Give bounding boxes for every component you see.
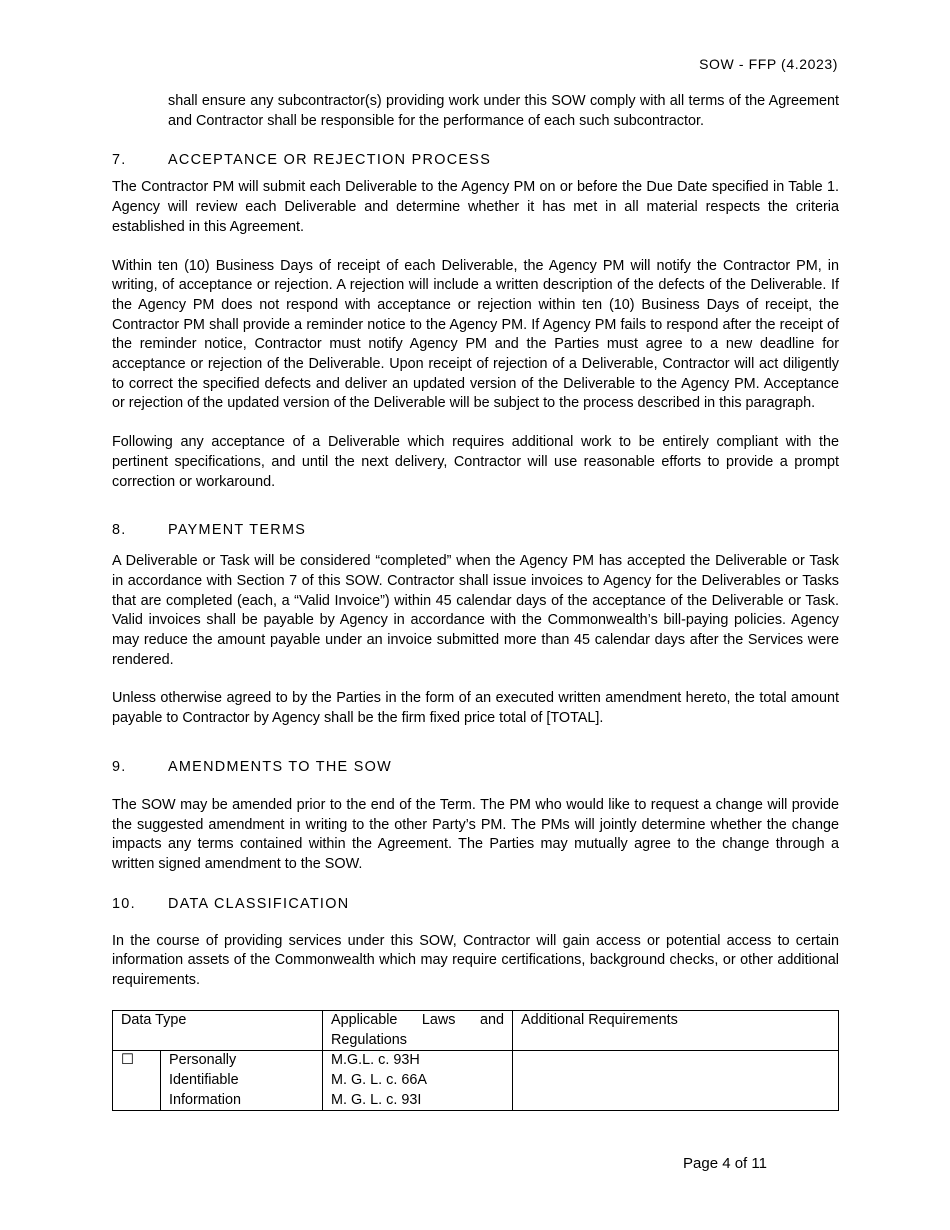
section-10-paragraph-1: In the course of providing services under this SOW, Contractor will gain access or potential access to certain information assets of the Commonwealth which may require certifications, background checks, or other additional requirements.: [112, 932, 839, 989]
data-classification-table: [112, 1010, 839, 1112]
header-additional-requirements: Additional Requirements: [513, 1010, 839, 1050]
section-9-paragraph-1: The SOW may be amended prior to the end of the Term. The PM who would like to request a change will provide the suggested amendment in writing to the other Party’s PM. The PMs will jointly determine whether the change impacts any terms contained within the Agreement. The Parties may mutually agree to the change through a written signed amendment to the SOW.: [112, 796, 839, 872]
section-8-title: PAYMENT TERMS: [168, 522, 307, 539]
row-additional-cell: [513, 1051, 839, 1111]
law-line: M.G.L. c. 93H: [331, 1052, 420, 1069]
data-type-line: Personally: [169, 1052, 237, 1069]
section-7-number: 7.: [112, 152, 127, 169]
section-9-title: AMENDMENTS TO THE SOW: [168, 758, 392, 775]
law-line: M. G. L. c. 66A: [331, 1071, 427, 1088]
section-8-heading: [112, 520, 839, 540]
section-7-paragraph-1: The Contractor PM will submit each Deliverable to the Agency PM on or before the Due Date specified in Table 1. Agency will review each Deliverable and determine whether it has met in all material respects the criteria established in this Agreement.: [112, 179, 839, 235]
section-9-heading: [112, 757, 839, 777]
section-8-paragraph-2: Unless otherwise agreed to by the Parties in the form of an executed written amendment hereto, the total amount payable to Contractor by Agency shall be the firm fixed price total of [TOTAL].: [112, 690, 839, 727]
section-8-paragraph-1: A Deliverable or Task will be considered “completed” when the Agency PM has accepted the Deliverable or Task in accordance with Section 7 of this SOW. Contractor shall issue invoices to Agency for the Deliverables or Tasks that are completed (each, a “Valid Invoice”) within 45 calendar days of the acceptance of the Deliverable or Task. Valid invoices shall be payable by Agency in accordance with the Commonwealth’s bill-paying policies. Agency may reduce the amount payable under an invoice submitted more than 45 calendar days after the Services were rendered.: [112, 553, 839, 668]
section-10-number: 10.: [112, 895, 136, 912]
section-7-paragraph-3: Following any acceptance of a Deliverable which requires additional work to be entirely compliant with the pertinent specifications, and until the next delivery, Contractor will use reasonable efforts to provide a prompt correction or workaround.: [112, 434, 839, 490]
section-7-heading: [112, 150, 839, 170]
header-data-type: Data Type: [113, 1010, 323, 1050]
header-applicable-laws-text: Applicable Laws and Regulations: [331, 1011, 504, 1048]
section-10-title: DATA CLASSIFICATION: [168, 895, 350, 912]
header-applicable-laws: [323, 1010, 513, 1050]
document-id: SOW - FFP (4.2023): [699, 56, 838, 72]
intro-paragraph: shall ensure any subcontractor(s) providing work under this SOW comply with all terms of the Agreement and Contractor shall be responsible for the performance of each such subcontractor.: [168, 93, 839, 129]
section-10-heading: [112, 894, 839, 914]
row-data-type-cell: [161, 1051, 323, 1111]
table-row: [113, 1051, 839, 1111]
row-laws-cell: [323, 1051, 513, 1111]
document-body: [112, 92, 839, 1111]
data-type-line: Identifiable: [169, 1071, 239, 1088]
table-header-row: [113, 1010, 839, 1050]
section-7-paragraph-2: Within ten (10) Business Days of receipt of each Deliverable, the Agency PM will notify the Contractor PM, in writing, of acceptance or rejection. A rejection will include a written description of the defects of the Deliverable. If the Agency PM does not respond with acceptance or rejection within ten (10) Business Days of receipt, the Contractor PM shall provide a reminder notice to the Agency PM. If Agency PM fails to respond after the receipt of the reminder notice, Contractor must notify Agency PM and the Parties must agree to a new deadline for acceptance or rejection of the Deliverable. Upon receipt of rejection of a Deliverable, Contractor will act diligently to correct the specified defects and deliver an updated version of the Deliverable to the Agency PM. Acceptance or rejection of the updated version of the Deliverable will be subject to the process described in this paragraph.: [112, 257, 839, 412]
section-9-number: 9.: [112, 758, 127, 775]
checkbox-icon[interactable]: ☐: [121, 1052, 134, 1069]
page-number: Page 4 of 11: [683, 1155, 767, 1172]
data-type-line: Information: [169, 1091, 241, 1108]
section-7-title: ACCEPTANCE OR REJECTION PROCESS: [168, 152, 492, 169]
law-line: M. G. L. c. 93I: [331, 1091, 422, 1108]
section-8-number: 8.: [112, 522, 127, 539]
row-checkbox-cell[interactable]: [113, 1051, 161, 1111]
